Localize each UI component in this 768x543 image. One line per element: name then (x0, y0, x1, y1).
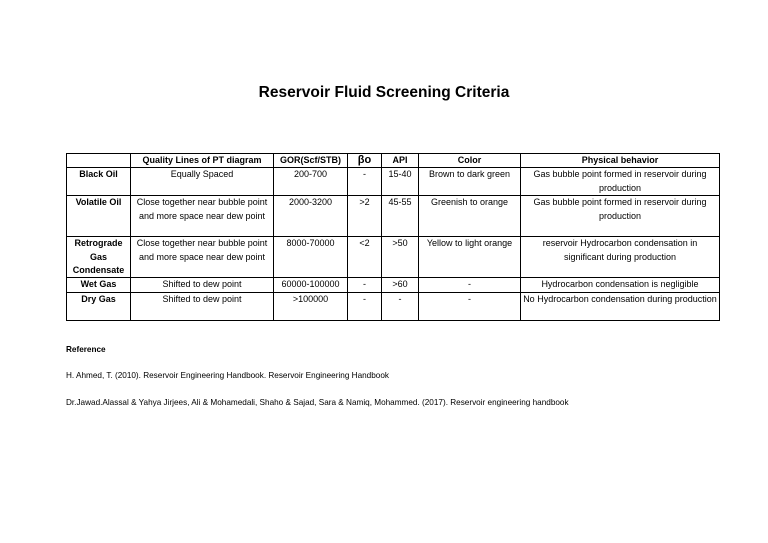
quality-lines-cell: Close together near bubble point and more space near dew point (131, 196, 274, 237)
beta-o-cell: - (348, 278, 382, 292)
color-cell: Greenish to orange (419, 196, 521, 237)
gor-cell: >100000 (274, 292, 348, 320)
api-cell: >50 (382, 237, 419, 278)
header-cell-gor: GOR(Scf/STB) (274, 154, 348, 168)
screening-criteria-table (66, 153, 720, 321)
color-cell: - (419, 292, 521, 320)
quality-lines-cell: Shifted to dew point (131, 278, 274, 292)
physical-behavior-cell: Gas bubble point formed in reservoir during production (521, 168, 720, 196)
fluid-type-cell: Black Oil (67, 168, 131, 196)
gor-cell: 60000-100000 (274, 278, 348, 292)
physical-behavior-cell: reservoir Hydrocarbon condensation in significant during production (521, 237, 720, 278)
header-cell-fluid (67, 154, 131, 168)
fluid-type-cell: Retrograde Gas Condensate (67, 237, 131, 278)
table-row (67, 237, 720, 278)
table-row (67, 196, 720, 237)
api-cell: 45-55 (382, 196, 419, 237)
gor-cell: 2000-3200 (274, 196, 348, 237)
physical-behavior-cell: Hydrocarbon condensation is negligible (521, 278, 720, 292)
header-cell-physical-behavior: Physical behavior (521, 154, 720, 168)
fluid-type-cell: Wet Gas (67, 278, 131, 292)
quality-lines-cell: Shifted to dew point (131, 292, 274, 320)
quality-lines-cell: Close together near bubble point and more space near dew point (131, 237, 274, 278)
beta-o-cell: >2 (348, 196, 382, 237)
reference-heading: Reference (66, 345, 106, 354)
header-cell-api: API (382, 154, 419, 168)
table-row (67, 168, 720, 196)
header-cell-beta-o: βo (348, 154, 382, 168)
reference-item: Dr.Jawad.Alassal & Yahya Jirjees, Ali & Mohamedali, Shaho & Sajad, Sara & Namiq, Mohammed. (2017). Reservoir engineering handbook (66, 398, 569, 407)
gor-cell: 8000-70000 (274, 237, 348, 278)
page-title: Reservoir Fluid Screening Criteria (258, 84, 510, 101)
api-cell: - (382, 292, 419, 320)
physical-behavior-cell: No Hydrocarbon condensation during production (521, 292, 720, 320)
beta-o-cell: <2 (348, 237, 382, 278)
table-row (67, 292, 720, 320)
color-cell: - (419, 278, 521, 292)
beta-o-cell: - (348, 292, 382, 320)
header-cell-quality-lines: Quality Lines of PT diagram (131, 154, 274, 168)
header-cell-color: Color (419, 154, 521, 168)
fluid-type-cell: Volatile Oil (67, 196, 131, 237)
quality-lines-cell: Equally Spaced (131, 168, 274, 196)
fluid-type-cell: Dry Gas (67, 292, 131, 320)
color-cell: Yellow to light orange (419, 237, 521, 278)
table-header-row (67, 154, 720, 168)
api-cell: >60 (382, 278, 419, 292)
color-cell: Brown to dark green (419, 168, 521, 196)
api-cell: 15-40 (382, 168, 419, 196)
beta-o-cell: - (348, 168, 382, 196)
table-row (67, 278, 720, 292)
gor-cell: 200-700 (274, 168, 348, 196)
reference-item: H. Ahmed, T. (2010). Reservoir Engineering Handbook. Reservoir Engineering Handbook (66, 371, 389, 380)
physical-behavior-cell: Gas bubble point formed in reservoir during production (521, 196, 720, 237)
